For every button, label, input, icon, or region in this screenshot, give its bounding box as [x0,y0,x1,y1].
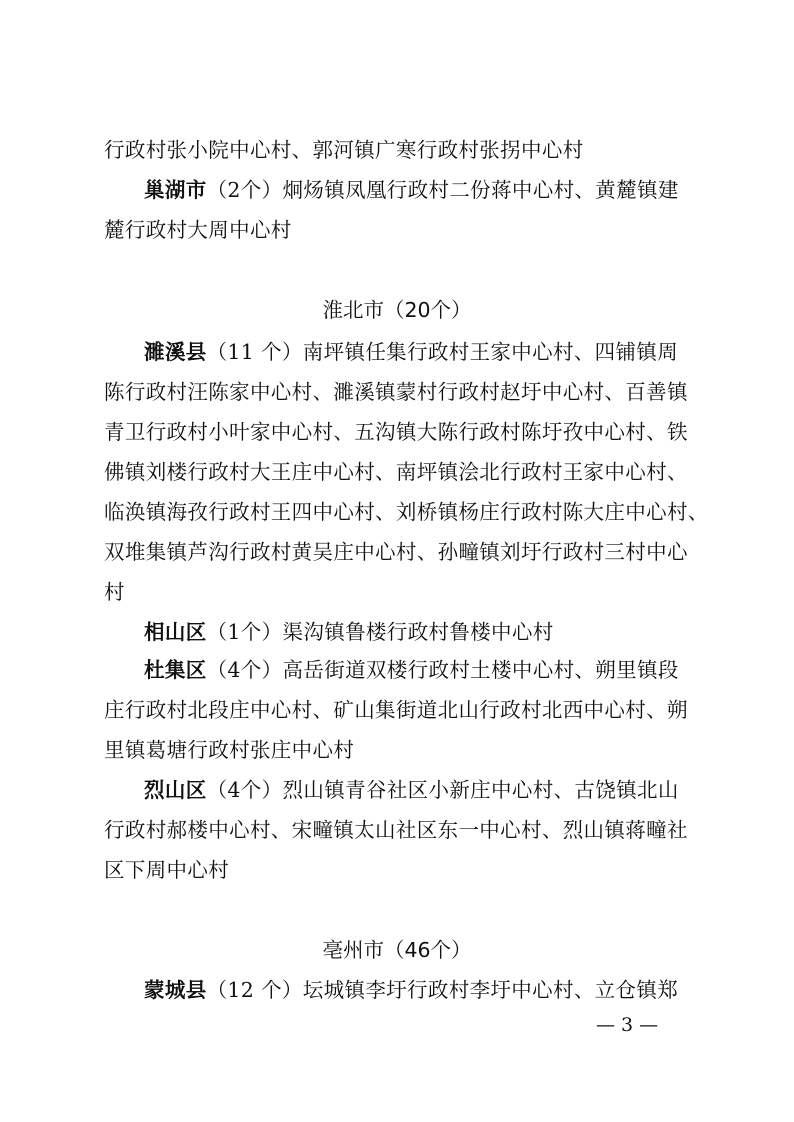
county-name: 烈山区 [144,778,207,802]
text-line: 双堆集镇芦沟行政村黄吴庄中心村、孙疃镇刘圩行政村三村中心 [104,540,688,564]
text-line: 烈山镇青谷社区小新庄中心村、古饶镇北山 [282,778,679,802]
text-line: 高岳街道双楼行政村土楼中心村、朔里镇段 [282,658,679,682]
city-name: 巢湖市 [144,178,207,202]
county-entry-xiangshan [144,622,554,643]
county-entry-duji [144,660,679,681]
text-line: 行政村张小院中心村、郭河镇广寒行政村张拐中心村 [104,138,584,162]
village-count: （4个） [206,658,283,682]
text-line: 南坪镇任集行政村王家中心村、四铺镇周 [302,340,679,364]
text-line: 庄行政村北段庄中心村、矿山集街道北山行政村北西中心村、朔 [104,698,688,722]
section-heading-huaibei: 淮北市（20个） [322,298,472,322]
village-count: （2个） [206,178,283,202]
county-entry-mengcheng [144,980,678,1001]
village-count: （11 个） [206,340,303,364]
text-line: 行政村郝楼中心村、宋疃镇太山社区东一中心村、烈山镇蒋疃社 [104,818,688,842]
text-line: 青卫行政村小叶家中心村、五沟镇大陈行政村陈圩孜中心村、铁 [104,420,688,444]
page-number: — 3 — [596,1014,659,1036]
village-count: （12 个） [206,978,303,1002]
county-name: 濉溪县 [144,340,207,364]
section-heading-bozhou: 亳州市（46个） [322,938,472,962]
text-line: 村 [104,580,125,604]
county-entry-chaohu [144,180,679,201]
text-line: 炯炀镇凤凰行政村二份蒋中心村、黄麓镇建 [282,178,679,202]
county-name: 杜集区 [144,658,207,682]
text-line: 渠沟镇鲁楼行政村鲁楼中心村 [282,620,554,644]
text-line: 麓行政村大周中心村 [104,218,292,242]
text-line: 佛镇刘楼行政村大王庄中心村、南坪镇浍北行政村王家中心村、 [104,460,688,484]
village-count: （4个） [206,778,283,802]
text-line: 陈行政村汪陈家中心村、濉溪镇蒙村行政村赵圩中心村、百善镇 [104,380,688,404]
county-name: 蒙城县 [144,978,207,1002]
text-line: 区下周中心村 [104,858,230,882]
text-line: 里镇葛塘行政村张庄中心村 [104,738,355,762]
text-line: 临涣镇海孜行政村王四中心村、刘桥镇杨庄行政村陈大庄中心村、 [104,500,709,524]
county-name: 相山区 [144,620,207,644]
text-line: 坛城镇李圩行政村李圩中心村、立仓镇郑 [302,978,679,1002]
county-entry-lieshan [144,780,679,801]
county-entry-suixi [144,342,678,363]
village-count: （1个） [206,620,283,644]
